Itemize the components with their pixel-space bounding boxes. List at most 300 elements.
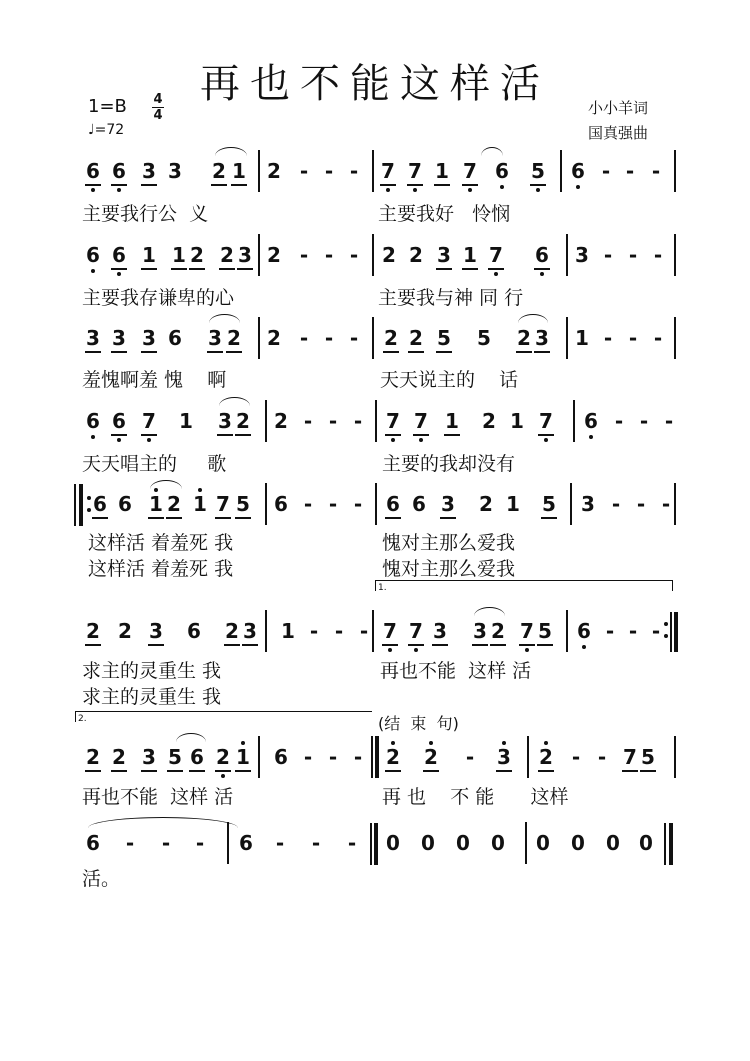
slur-arc — [474, 607, 505, 616]
eighth-underline — [472, 644, 488, 646]
low-octave-dot — [221, 774, 225, 778]
eighth-underline — [226, 351, 242, 353]
repeat-end-barline-thin — [670, 612, 672, 652]
note: 3 — [218, 409, 232, 433]
sustain-dash: - — [353, 409, 363, 433]
note: 6 — [534, 244, 550, 266]
eighth-underline — [440, 517, 456, 519]
sustain-dash: - — [328, 492, 338, 516]
repeat-dot — [87, 496, 91, 500]
low-octave-dot — [540, 272, 544, 276]
note: 2 — [190, 243, 204, 267]
sustain-dash: - — [303, 745, 313, 769]
low-octave-dot — [419, 438, 423, 442]
barline — [372, 150, 374, 192]
barline — [258, 317, 260, 359]
note: 2 — [491, 619, 505, 643]
sustain-dash: - — [161, 831, 171, 855]
note: 2 — [267, 159, 281, 183]
note: 6 — [85, 244, 101, 266]
note: 1 — [192, 493, 208, 515]
low-octave-dot — [589, 435, 593, 439]
sustain-dash: - — [603, 243, 613, 267]
note: 2 — [220, 243, 234, 267]
eighth-underline — [436, 351, 452, 353]
note: 2 — [274, 409, 288, 433]
note: 5 — [538, 619, 552, 643]
eighth-underline — [215, 517, 231, 519]
eighth-underline — [215, 770, 231, 772]
note: 0 — [536, 831, 550, 855]
note: 3 — [473, 619, 487, 643]
note: 3 — [437, 243, 451, 267]
note: 2 — [409, 243, 423, 267]
sustain-dash: - — [347, 831, 357, 855]
note: 2 — [482, 409, 496, 433]
slur-arc — [150, 480, 182, 489]
note: 7 — [538, 410, 554, 432]
low-octave-dot — [582, 645, 586, 649]
eighth-underline — [407, 184, 423, 186]
lyric-line: 这样活 着羞死 我 — [88, 558, 234, 580]
note: 3 — [243, 619, 257, 643]
eighth-underline — [519, 644, 535, 646]
barline — [258, 150, 260, 192]
note: 7 — [380, 160, 396, 182]
barline — [375, 483, 377, 525]
note: 7 — [413, 410, 429, 432]
lyricist-credit: 小小羊词 — [588, 99, 649, 117]
eighth-underline — [92, 517, 108, 519]
note: 1 — [463, 243, 477, 267]
eighth-underline — [383, 351, 399, 353]
note: 3 — [142, 745, 156, 769]
repeat-dot — [664, 622, 668, 626]
note: 3 — [496, 746, 512, 768]
note: 7 — [519, 620, 535, 642]
eighth-underline — [211, 184, 227, 186]
note: 2 — [236, 409, 250, 433]
sustain-dash: - — [664, 409, 674, 433]
note: 3 — [86, 326, 100, 350]
note: 2 — [385, 746, 401, 768]
lyric-line: 主要我行公 义 — [82, 203, 209, 225]
sustain-dash: - — [309, 619, 319, 643]
lyric-line: 再 也 不 能 这样 — [382, 786, 569, 808]
sustain-dash: - — [628, 619, 638, 643]
eighth-underline — [462, 268, 478, 270]
low-octave-dot — [117, 272, 121, 276]
note: 5 — [477, 326, 491, 350]
eighth-underline — [111, 184, 127, 186]
note: 6 — [412, 492, 426, 516]
eighth-underline — [490, 644, 506, 646]
note: 5 — [437, 326, 451, 350]
high-octave-dot — [502, 741, 506, 745]
eighth-underline — [85, 184, 101, 186]
note: 1 — [172, 243, 186, 267]
lyric-line: 天天唱主的 歌 — [82, 453, 227, 475]
eighth-underline — [235, 517, 251, 519]
time-signature-bottom: 4 — [153, 108, 163, 123]
eighth-underline — [538, 434, 554, 436]
lyric-line: 愧对主那么爱我 — [382, 558, 516, 580]
sustain-dash: - — [605, 619, 615, 643]
barline — [265, 610, 267, 652]
high-octave-dot — [429, 741, 433, 745]
section-barline-thin — [371, 736, 373, 778]
barline — [566, 317, 568, 359]
high-octave-dot — [544, 741, 548, 745]
note: 2 — [112, 745, 126, 769]
barline — [566, 610, 568, 652]
eighth-underline — [85, 770, 101, 772]
low-octave-dot — [544, 438, 548, 442]
lyric-line: 求主的灵重生 我 — [82, 686, 222, 708]
note: 3 — [142, 159, 156, 183]
sustain-dash: - — [349, 159, 359, 183]
low-octave-dot — [414, 648, 418, 652]
volta-label-1: 1. — [378, 583, 387, 593]
note: 6 — [386, 492, 400, 516]
eighth-underline — [231, 184, 247, 186]
eighth-underline — [242, 644, 258, 646]
barline — [674, 483, 676, 525]
volta-first-ending — [375, 580, 673, 591]
eighth-underline — [141, 184, 157, 186]
barline — [265, 400, 267, 442]
eighth-underline — [111, 770, 127, 772]
low-octave-dot — [388, 648, 392, 652]
low-octave-dot — [468, 188, 472, 192]
note: 3 — [112, 326, 126, 350]
note: 6 — [85, 160, 101, 182]
sustain-dash: - — [628, 243, 638, 267]
volta-label-2: 2. — [78, 714, 87, 724]
slur-arc — [481, 147, 503, 156]
note: 2 — [538, 746, 554, 768]
eighth-underline — [534, 268, 550, 270]
barline — [258, 736, 260, 778]
note: 0 — [491, 831, 505, 855]
note: 6 — [111, 410, 127, 432]
note: 3 — [149, 619, 163, 643]
barline — [527, 736, 529, 778]
eighth-underline — [408, 351, 424, 353]
note: 0 — [571, 831, 585, 855]
eighth-underline — [141, 434, 157, 436]
low-octave-dot — [500, 185, 504, 189]
note: 2 — [227, 326, 241, 350]
note: 3 — [238, 243, 252, 267]
note: 7 — [407, 160, 423, 182]
sustain-dash: - — [353, 492, 363, 516]
sustain-dash: - — [324, 326, 334, 350]
sustain-dash: - — [571, 745, 581, 769]
note: 6 — [187, 619, 201, 643]
low-octave-dot — [576, 185, 580, 189]
note: 2 — [423, 746, 439, 768]
low-octave-dot — [91, 188, 95, 192]
slur-arc — [518, 314, 548, 323]
barline — [566, 234, 568, 276]
note: 0 — [639, 831, 653, 855]
eighth-underline — [385, 517, 401, 519]
note: 7 — [408, 620, 424, 642]
song-title: 再也不能这样活 — [200, 61, 550, 107]
note: 6 — [274, 745, 288, 769]
barline — [674, 317, 676, 359]
note: 6 — [85, 410, 101, 432]
barline — [525, 822, 527, 864]
note: 7 — [488, 244, 504, 266]
note: 2 — [86, 745, 100, 769]
note: 6 — [118, 492, 132, 516]
note: 6 — [86, 831, 100, 855]
barline — [258, 234, 260, 276]
sustain-dash: - — [601, 159, 611, 183]
sustain-dash: - — [324, 159, 334, 183]
eighth-underline — [534, 351, 550, 353]
sustain-dash: - — [328, 745, 338, 769]
low-octave-dot — [536, 188, 540, 192]
note: 2 — [86, 619, 100, 643]
eighth-underline — [141, 351, 157, 353]
lyric-line: 主要我好 怜悯 — [378, 203, 511, 225]
eighth-underline — [382, 644, 398, 646]
eighth-underline — [537, 644, 553, 646]
eighth-underline — [385, 434, 401, 436]
low-octave-dot — [91, 435, 95, 439]
lyric-line: 主要我与神 同 行 — [378, 287, 524, 309]
note: 6 — [111, 244, 127, 266]
sustain-dash: - — [311, 831, 321, 855]
note: 5 — [168, 745, 182, 769]
eighth-underline — [530, 184, 546, 186]
note: 6 — [168, 326, 182, 350]
sustain-dash: - — [349, 326, 359, 350]
note: 0 — [421, 831, 435, 855]
slur-arc — [219, 397, 250, 406]
lyric-line: 再也不能 这样 活 — [380, 660, 532, 682]
note: 7 — [382, 620, 398, 642]
note: 6 — [576, 620, 592, 642]
note: 2 — [215, 746, 231, 768]
sustain-dash: - — [653, 326, 663, 350]
note: 0 — [456, 831, 470, 855]
sustain-dash: - — [324, 243, 334, 267]
repeat-dot — [664, 634, 668, 638]
repeat-end-barline-thick — [674, 612, 678, 652]
low-octave-dot — [391, 438, 395, 442]
note: 6 — [239, 831, 253, 855]
tempo-mark: ♩=72 — [88, 122, 125, 138]
note: 0 — [386, 831, 400, 855]
barline — [570, 483, 572, 525]
lyric-line: 主要的我却没有 — [382, 453, 516, 475]
note: 2 — [384, 326, 398, 350]
note: 7 — [141, 410, 157, 432]
note: 3 — [575, 243, 589, 267]
lyric-line: 这样活 着羞死 我 — [88, 532, 234, 554]
note: 3 — [433, 619, 447, 643]
repeat-start-barline-thin — [74, 484, 76, 526]
key-signature: 1=B — [88, 96, 127, 117]
sustain-dash: - — [359, 619, 369, 643]
barline — [573, 400, 575, 442]
note: 2 — [167, 492, 181, 516]
eighth-underline — [111, 434, 127, 436]
barline — [560, 150, 562, 192]
eighth-underline — [189, 770, 205, 772]
lyric-line: 天天说主的 话 — [380, 369, 519, 391]
sustain-dash: - — [653, 243, 663, 267]
low-octave-dot — [117, 438, 121, 442]
note: 2 — [212, 159, 226, 183]
repeat-start-barline-thick — [79, 484, 83, 526]
lyric-line: 主要我存谦卑的心 — [82, 287, 235, 309]
note: 6 — [111, 160, 127, 182]
lyric-line: 求主的灵重生 我 — [82, 660, 222, 682]
eighth-underline — [385, 770, 401, 772]
eighth-underline — [148, 644, 164, 646]
note: 3 — [142, 326, 156, 350]
time-signature — [152, 92, 164, 123]
note: 1 — [235, 746, 251, 768]
sustain-dash: - — [334, 619, 344, 643]
eighth-underline — [622, 770, 638, 772]
sustain-dash: - — [651, 619, 661, 643]
sustain-dash: - — [625, 159, 635, 183]
final-barline-thick — [669, 823, 673, 865]
lyric-line: 活。 — [82, 868, 121, 890]
lyric-line: 再也不能 这样 活 — [82, 786, 234, 808]
sustain-dash: - — [639, 409, 649, 433]
note: 1 — [435, 159, 449, 183]
note: 0 — [606, 831, 620, 855]
eighth-underline — [217, 434, 233, 436]
eighth-underline — [141, 268, 157, 270]
barline — [674, 234, 676, 276]
eighth-underline — [496, 770, 512, 772]
eighth-underline — [166, 517, 182, 519]
eighth-underline — [541, 517, 557, 519]
sustain-dash: - — [661, 492, 671, 516]
note: 1 — [148, 493, 164, 515]
high-octave-dot — [198, 488, 202, 492]
sustain-dash: - — [275, 831, 285, 855]
low-octave-dot — [91, 269, 95, 273]
note: 3 — [208, 326, 222, 350]
note: 2 — [225, 619, 239, 643]
sustain-dash: - — [299, 243, 309, 267]
high-octave-dot — [241, 741, 245, 745]
barline — [372, 610, 374, 652]
section-barline-thick — [375, 736, 379, 778]
eighth-underline — [432, 644, 448, 646]
note: 1 — [142, 243, 156, 267]
note: 2 — [517, 326, 531, 350]
eighth-underline — [235, 434, 251, 436]
sustain-dash: - — [603, 326, 613, 350]
note: 1 — [575, 326, 589, 350]
volta-second-ending — [75, 711, 372, 722]
note: 1 — [445, 409, 459, 433]
note: 1 — [506, 492, 520, 516]
slur-arc — [215, 147, 247, 156]
eighth-underline — [413, 434, 429, 436]
barline — [674, 736, 676, 778]
sustain-dash: - — [195, 831, 205, 855]
lyric-line: 羞愧啊羞 愧 啊 — [82, 369, 227, 391]
note: 3 — [535, 326, 549, 350]
eighth-underline — [111, 268, 127, 270]
note: 3 — [441, 492, 455, 516]
note: 5 — [530, 160, 546, 182]
note: 1 — [281, 619, 295, 643]
sustain-dash: - — [651, 159, 661, 183]
slur-arc — [209, 314, 240, 323]
eighth-underline — [444, 434, 460, 436]
barline — [372, 234, 374, 276]
low-octave-dot — [494, 272, 498, 276]
sustain-dash: - — [303, 409, 313, 433]
note: 6 — [494, 160, 510, 182]
low-octave-dot — [413, 188, 417, 192]
sustain-dash: - — [465, 745, 475, 769]
eighth-underline — [224, 644, 240, 646]
note: 5 — [542, 492, 556, 516]
eighth-underline — [189, 268, 205, 270]
eighth-underline — [516, 351, 532, 353]
eighth-underline — [171, 268, 187, 270]
barline — [674, 150, 676, 192]
note: 2 — [382, 243, 396, 267]
sustain-dash: - — [614, 409, 624, 433]
note: 5 — [641, 745, 655, 769]
eighth-underline — [85, 351, 101, 353]
section-barline-thin — [370, 823, 372, 865]
note: 6 — [190, 745, 204, 769]
note: 6 — [583, 410, 599, 432]
slur-arc — [176, 733, 206, 742]
sustain-dash: - — [349, 243, 359, 267]
sustain-dash: - — [328, 409, 338, 433]
time-signature-top: 4 — [153, 92, 163, 107]
sustain-dash: - — [125, 831, 135, 855]
eighth-underline — [148, 517, 164, 519]
note: 6 — [93, 492, 107, 516]
note: 1 — [232, 159, 246, 183]
eighth-underline — [207, 351, 223, 353]
sustain-dash: - — [628, 326, 638, 350]
note: 3 — [168, 159, 182, 183]
low-octave-dot — [117, 188, 121, 192]
sustain-dash: - — [299, 159, 309, 183]
eighth-underline — [640, 770, 656, 772]
note: 2 — [479, 492, 493, 516]
high-octave-dot — [391, 741, 395, 745]
eighth-underline — [423, 770, 439, 772]
eighth-underline — [237, 268, 253, 270]
composer-credit: 国真强曲 — [588, 124, 649, 142]
eighth-underline — [462, 184, 478, 186]
sustain-dash: - — [611, 492, 621, 516]
note: 2 — [267, 326, 281, 350]
eighth-underline — [219, 268, 235, 270]
note: 7 — [623, 745, 637, 769]
sustain-dash: - — [636, 492, 646, 516]
